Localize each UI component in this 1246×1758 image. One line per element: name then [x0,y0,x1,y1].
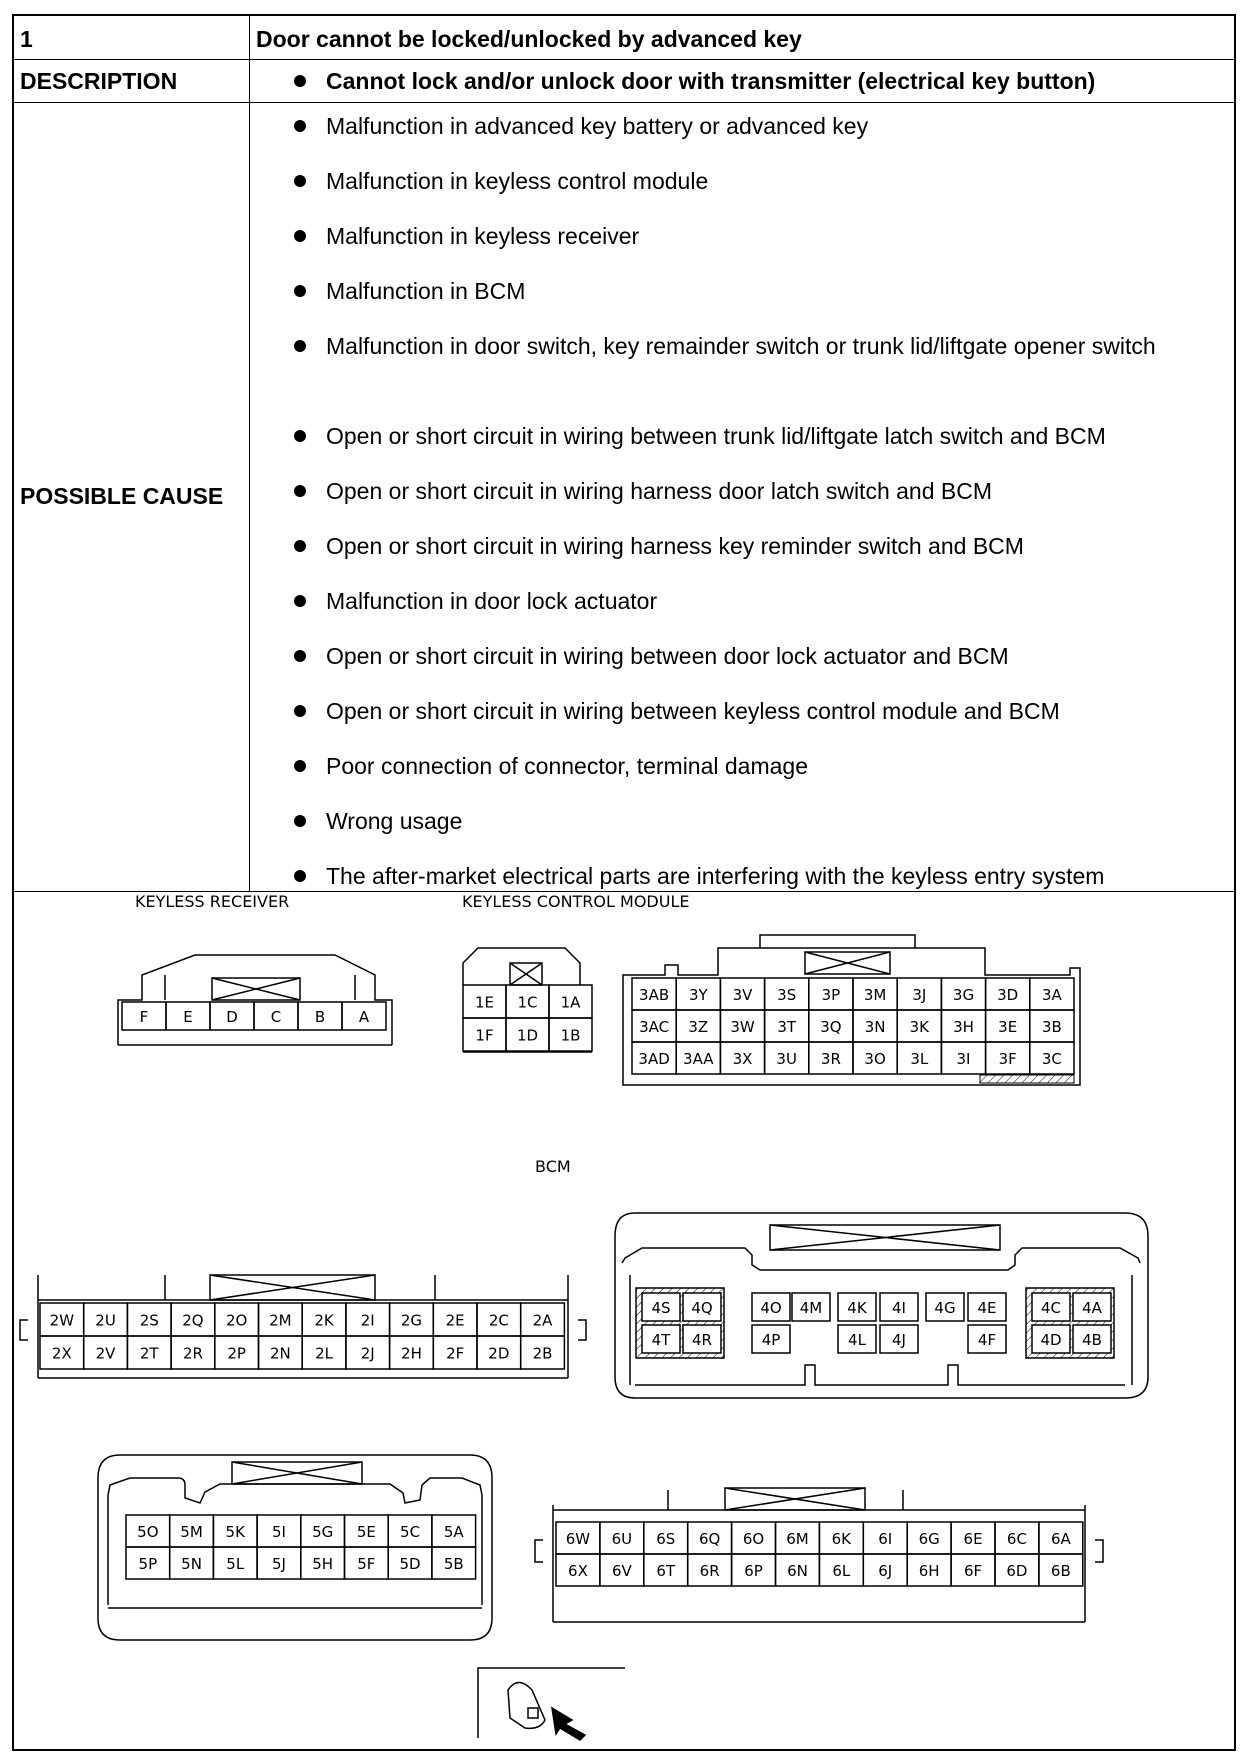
terminal-label: 2E [445,1311,465,1330]
terminal-label: 2F [446,1344,465,1363]
terminal-label: 3N [864,1018,886,1036]
possible-cause-text: Open or short circuit in wiring between trunk lid/liftgate latch switch and BCM [326,423,1106,449]
terminal-label: 2N [269,1344,291,1363]
terminal-label: 2D [488,1344,510,1363]
kcm-small-connector [463,948,580,985]
terminal-label: 6K [831,1530,852,1548]
terminal-label: 2P [227,1344,246,1363]
terminal-label: 4D [1040,1331,1062,1349]
terminal-label: 2A [532,1311,553,1330]
terminal-label: 6W [565,1530,591,1548]
terminal-label: 2C [488,1311,509,1330]
troubleshooting-table: 1 Door cannot be locked/unlocked by advanced key DESCRIPTION Cannot lock and/or unlock door with transmitter (electrical key button) POSSIBLE CAUSE Malfunction in advanced key battery or advanced key Malfunction in keyless control module Malfunction in keyless receiver Malfunction in BCM Malfunction in door switch, key remainder switch or trunk lid/liftgate opener switch Open or short circuit in wiring between trunk lid/liftgate latch switch and BCM Open or short circuit in wiring harness door latch switch and BCM Open or short circuit in wiring harness key reminder switch and BCM Malfunction in door lock actuator Open or short circuit in wiring between door lock actuator and BCM Open or short circuit in wiring between keyless control module and BCM Poor connection of connector, terminal damage Wrong usage The after-market electrical parts are interfering with the keyless entry system [12,14,1236,1751]
terminal-label: 2I [360,1311,375,1330]
row-number: 1 [20,26,33,52]
terminal-label: 3Q [820,1018,842,1036]
terminal-label: 5G [312,1523,334,1541]
terminal-label: 3V [732,986,753,1004]
terminal-label: 3O [864,1050,886,1068]
possible-cause-text: Open or short circuit in wiring between door lock actuator and BCM [326,643,1009,669]
terminal-label: 1D [516,1026,539,1045]
possible-cause-label: POSSIBLE CAUSE [20,483,224,509]
bcm-label: BCM [535,1157,571,1176]
terminal-label: 6P [744,1562,763,1580]
terminal-label: 3J [912,986,927,1004]
terminal-label: 4A [1082,1299,1102,1317]
possible-cause-text: Open or short circuit in wiring between keyless control module and BCM [326,698,1060,724]
terminal-label: 3P [821,986,841,1004]
terminal-label: 2M [269,1311,292,1330]
possible-cause-text: Malfunction in door switch, key remainder switch or trunk lid/liftgate opener switch [326,333,1156,359]
terminal-label: 5L [226,1555,245,1573]
terminal-label: 2L [315,1344,334,1363]
terminal-label: D [226,1008,238,1026]
terminal-label: 6R [699,1562,720,1580]
terminal-label: 6H [918,1562,940,1580]
terminal-label: 6I [878,1530,893,1548]
terminal-label: 6S [656,1530,676,1548]
bcm-connector-4 [622,1248,1140,1270]
keyless-control-module-label: KEYLESS CONTROL MODULE [462,892,690,911]
terminal-label: 2X [51,1344,72,1363]
terminal-label: 6U [611,1530,633,1548]
terminal-label: 4K [847,1299,867,1317]
terminal-label: 5F [357,1555,376,1573]
terminal-label: 2U [95,1311,116,1330]
terminal-label: 4F [977,1331,997,1349]
possible-cause-text: Open or short circuit in wiring harness door latch switch and BCM [326,478,993,504]
terminal-label: 4E [977,1299,997,1317]
terminal-label: 2K [314,1311,334,1330]
terminal-label: 6J [878,1562,893,1580]
terminal-label: 6M [786,1530,809,1548]
terminal-label: 5J [271,1555,286,1573]
terminal-label: 4S [651,1299,671,1317]
terminal-label: 3AC [639,1018,670,1036]
connector-latch-icon [578,1320,586,1340]
terminal-label: 1C [517,993,538,1012]
terminal-label: 5B [443,1555,464,1573]
possible-cause-text: Open or short circuit in wiring harness key reminder switch and BCM [326,533,1024,559]
terminal-label: 5M [180,1523,203,1541]
terminal-label: 3G [952,986,975,1004]
connector-view-icon [478,1668,625,1738]
terminal-label: 3I [956,1050,971,1068]
symptom-title: Door cannot be locked/unlocked by advanced key [256,26,802,52]
terminal-label: A [358,1008,370,1026]
terminal-label: 6C [1006,1530,1027,1548]
terminal-label: 6B [1050,1562,1071,1580]
keyless-receiver-label: KEYLESS RECEIVER [135,892,290,911]
terminal-label: B [314,1008,326,1026]
terminal-label: 4G [934,1299,956,1317]
terminal-label: 3X [732,1050,753,1068]
terminal-label: 6A [1050,1530,1071,1548]
terminal-label: 3H [953,1018,974,1036]
bcm-connector-4 [635,1365,1125,1385]
connector-view-icon [508,1683,545,1729]
terminal-label: 5E [356,1523,376,1541]
terminal-label: E [183,1008,193,1026]
terminal-label: 2V [95,1344,116,1363]
terminal-label: 4Q [691,1299,713,1317]
terminal-label: 5D [399,1555,421,1573]
possible-cause-text: Malfunction in keyless control module [326,168,709,194]
possible-cause-text: The after-market electrical parts are interfering with the keyless entry system [326,863,1105,889]
terminal-label: 3S [777,986,797,1004]
terminal-label: 4O [760,1299,782,1317]
hatched-area [980,1075,1074,1083]
terminal-label: 3R [820,1050,841,1068]
terminal-label: 6Q [698,1530,721,1548]
terminal-label: 5I [271,1523,286,1541]
bcm-connector-5 [108,1478,482,1503]
terminal-label: 3E [998,1018,1018,1036]
terminal-label: 3A [1041,986,1062,1004]
terminal-label: 2Q [182,1311,204,1330]
terminal-label: 5P [138,1555,158,1573]
terminal-label: 3U [776,1050,797,1068]
terminal-label: F [139,1008,149,1026]
arrow-icon [552,1708,585,1740]
connector-latch-icon [1095,1540,1103,1562]
terminal-label: 4M [799,1299,823,1317]
connector-latch-icon [20,1320,28,1340]
terminal-label: 2H [401,1344,422,1363]
terminal-label: 1A [560,993,581,1012]
terminal-label: 6N [787,1562,808,1580]
terminal-label: 1B [560,1026,581,1045]
terminal-label: 4R [692,1331,712,1349]
terminal-label: 1F [475,1026,494,1045]
terminal-label: 5N [181,1555,202,1573]
terminal-label: 4I [892,1299,906,1317]
terminal-label: 3K [909,1018,929,1036]
terminal-label: C [270,1008,282,1026]
terminal-label: 6X [568,1562,588,1580]
terminal-label: 3W [730,1018,755,1036]
terminal-label: 3M [863,986,887,1004]
terminal-label: 6G [918,1530,940,1548]
terminal-label: 6T [656,1562,676,1580]
connector-view-icon [528,1708,538,1718]
connector-latch-icon [535,1540,543,1562]
terminal-label: 2O [225,1311,248,1330]
terminal-label: 3C [1041,1050,1062,1068]
terminal-label: 6E [963,1530,983,1548]
terminal-label: 2J [360,1344,375,1363]
possible-cause-text: Malfunction in BCM [326,278,526,304]
terminal-label: 6F [963,1562,983,1580]
terminal-label: 5K [225,1523,245,1541]
terminal-label: 2S [139,1311,159,1330]
possible-cause-text: Poor connection of connector, terminal damage [326,753,809,779]
terminal-label: 5H [312,1555,334,1573]
possible-cause-text: Malfunction in keyless receiver [326,223,640,249]
terminal-label: 3AA [683,1050,714,1068]
terminal-label: 4C [1040,1299,1062,1317]
possible-cause-text: Malfunction in door lock actuator [326,588,658,614]
terminal-label: 2W [49,1311,75,1330]
terminal-label: 4B [1082,1331,1102,1349]
terminal-label: 3D [997,986,1019,1004]
terminal-label: 4T [651,1331,671,1349]
terminal-label: 3F [998,1050,1017,1068]
terminal-label: 5C [400,1523,421,1541]
terminal-label: 3AD [638,1050,670,1068]
possible-cause-text: Malfunction in advanced key battery or advanced key [326,113,869,139]
terminal-label: 3B [1041,1018,1062,1036]
description-label: DESCRIPTION [20,68,178,94]
terminal-label: 3AB [639,986,670,1004]
terminal-label: 3Z [688,1018,709,1036]
terminal-label: 2G [400,1311,423,1330]
terminal-label: 5O [137,1523,159,1541]
terminal-label: 6V [611,1562,632,1580]
terminal-label: 3L [910,1050,929,1068]
terminal-label: 2R [182,1344,203,1363]
possible-cause-text: Wrong usage [326,808,463,834]
terminal-label: 2T [139,1344,159,1363]
terminal-label: 3T [777,1018,797,1036]
terminal-label: 6L [832,1562,851,1580]
terminal-label: 5A [443,1523,464,1541]
terminal-label: 4L [848,1331,866,1349]
terminal-label: 6O [742,1530,765,1548]
terminal-label: 6D [1006,1562,1028,1580]
terminal-label: 2B [532,1344,553,1363]
terminal-label: 1E [474,993,495,1012]
terminal-label: 4J [892,1331,906,1349]
terminal-label: 4P [761,1331,781,1349]
terminal-label: 3Y [688,986,708,1004]
